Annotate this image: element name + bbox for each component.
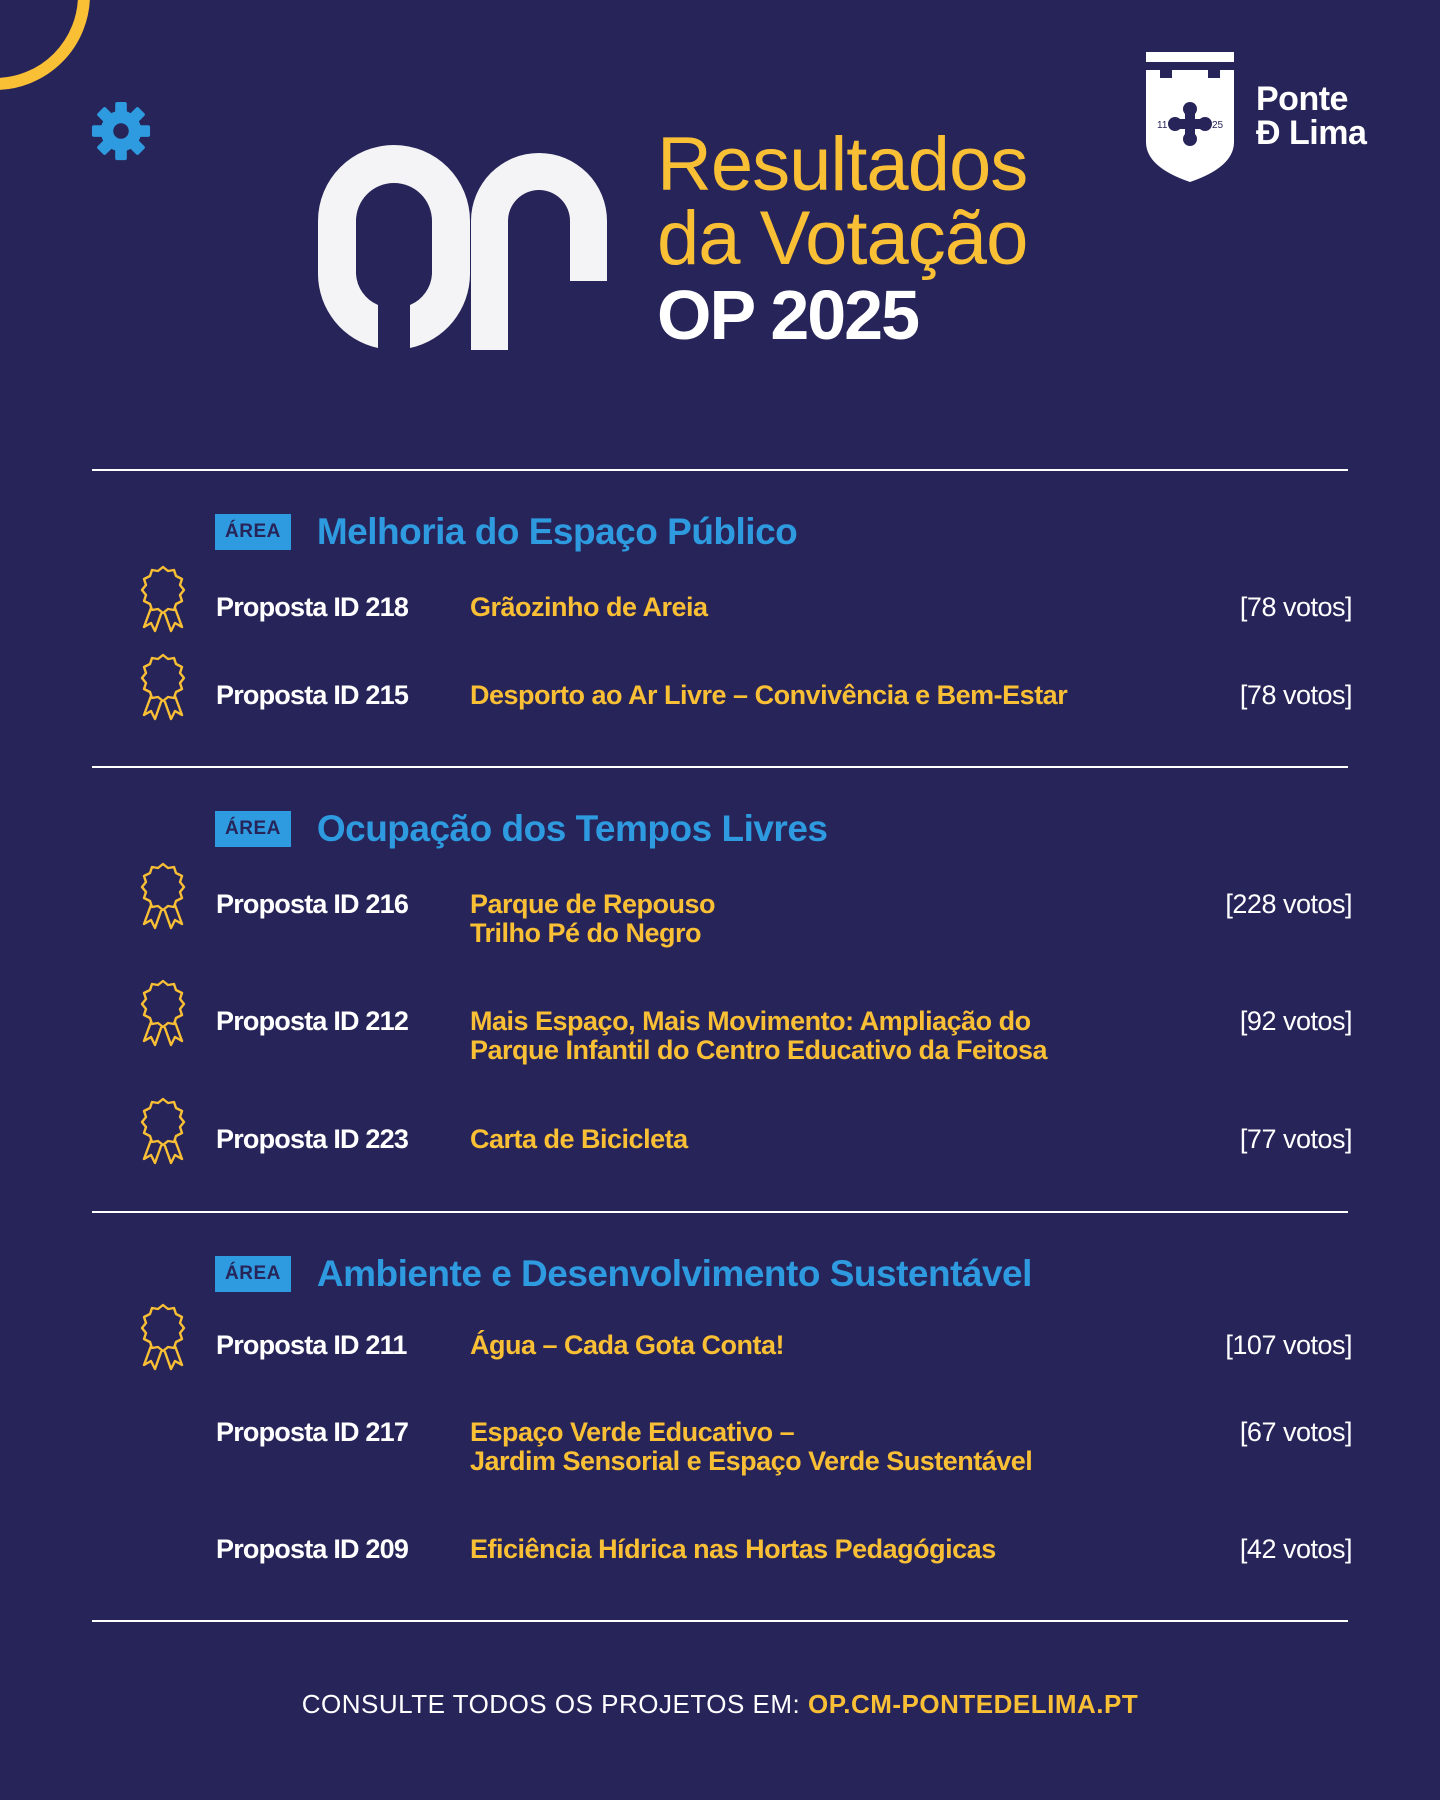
proposal-name (470, 1331, 784, 1360)
page-title-line-1: Resultados (657, 122, 1028, 207)
vote-count: [42 votos] (1239, 1534, 1352, 1564)
area-title: Ambiente e Desenvolvimento Sustentável (316, 1253, 1032, 1294)
area-title: Ocupação dos Tempos Livres (316, 808, 828, 849)
proposal-id: Proposta ID 217 (216, 1417, 409, 1447)
proposal-row (130, 593, 1352, 673)
area-title: Melhoria do Espaço Público (316, 511, 798, 552)
section-divider (92, 766, 1348, 768)
vote-count: [228 votos] (1225, 889, 1352, 919)
footer-label: CONSULTE TODOS OS PROJETOS EM: (301, 1689, 801, 1719)
area-header (215, 808, 827, 850)
proposal-name (470, 593, 708, 622)
vote-count: [107 votos] (1225, 1330, 1352, 1360)
brand-name-line-2: Đ Lima (1256, 114, 1367, 152)
area-tag: ÁREA (215, 811, 291, 847)
op-logo-mark (318, 145, 608, 350)
vote-count: [67 votos] (1239, 1417, 1352, 1447)
area-tag: ÁREA (215, 514, 291, 550)
proposal-name-line: Jardim Sensorial e Espaço Verde Sustentável (470, 1446, 1033, 1476)
award-ribbon-icon (136, 862, 190, 934)
page-title-edition: OP 2025 (657, 276, 919, 354)
brand-name-line-1: Ponte (1256, 80, 1348, 118)
proposal-name-line: Mais Espaço, Mais Movimento: Ampliação do (470, 1006, 1031, 1036)
section-divider (92, 1620, 1348, 1622)
proposal-row (130, 1007, 1352, 1087)
proposal-id: Proposta ID 215 (216, 680, 409, 710)
footer-url-link[interactable]: OP.CM-PONTEDELIMA.PT (808, 1689, 1139, 1719)
vote-count: [78 votos] (1239, 592, 1352, 622)
page-title-line-2: da Votação (657, 196, 1028, 281)
municipal-shield-icon (1146, 52, 1236, 182)
proposal-id: Proposta ID 209 (216, 1534, 409, 1564)
shield-number-left: 11 (1157, 120, 1168, 131)
proposal-row (130, 1535, 1352, 1615)
proposal-name-line: Carta de Bicicleta (470, 1124, 688, 1154)
award-ribbon-icon (136, 1097, 190, 1169)
vote-count: [77 votos] (1239, 1124, 1352, 1154)
footer-cta (0, 1689, 1440, 1720)
section-divider (92, 1211, 1348, 1213)
proposal-name-line: Água – Cada Gota Conta! (470, 1330, 785, 1360)
area-header (215, 1253, 1032, 1295)
award-ribbon-icon (136, 565, 190, 637)
proposal-name (470, 1418, 1032, 1476)
proposal-name-line: Parque de Repouso (470, 889, 716, 919)
proposal-name-line: Parque Infantil do Centro Educativo da Feitosa (470, 1035, 1048, 1065)
proposal-row (130, 1418, 1352, 1498)
proposal-id: Proposta ID 211 (216, 1330, 407, 1360)
award-ribbon-icon (136, 653, 190, 725)
proposal-name-line: Eficiência Hídrica nas Hortas Pedagógicas (470, 1534, 996, 1564)
proposal-name-line: Trilho Pé do Negro (470, 918, 702, 948)
section-divider (92, 469, 1348, 471)
vote-count: [92 votos] (1239, 1006, 1352, 1036)
proposal-name (470, 1535, 996, 1564)
title-block (657, 122, 1028, 354)
area-header (215, 511, 797, 553)
gear-icon (90, 100, 152, 162)
proposal-row (130, 1331, 1352, 1411)
proposal-name-line: Grãozinho de Areia (470, 592, 708, 622)
vote-count: [78 votos] (1239, 680, 1352, 710)
proposal-name-line: Espaço Verde Educativo – (470, 1417, 795, 1447)
shield-number-right: 25 (1212, 120, 1224, 131)
proposal-name-line: Desporto ao Ar Livre – Convivência e Bem-Estar (470, 680, 1068, 710)
award-ribbon-icon (136, 979, 190, 1051)
proposal-name (470, 681, 1067, 710)
proposal-row (130, 1125, 1352, 1205)
proposal-row (130, 681, 1352, 761)
proposal-id: Proposta ID 216 (216, 889, 409, 919)
proposal-id: Proposta ID 223 (216, 1124, 409, 1154)
proposal-id: Proposta ID 218 (216, 592, 409, 622)
brand-name (1256, 82, 1366, 150)
proposal-name (470, 1125, 688, 1154)
proposal-row (130, 890, 1352, 970)
proposal-id: Proposta ID 212 (216, 1006, 409, 1036)
decorative-corner-arc (0, 0, 90, 90)
proposal-name (470, 1007, 1047, 1065)
award-ribbon-icon (136, 1303, 190, 1375)
proposal-name (470, 890, 715, 948)
area-tag: ÁREA (215, 1256, 291, 1292)
